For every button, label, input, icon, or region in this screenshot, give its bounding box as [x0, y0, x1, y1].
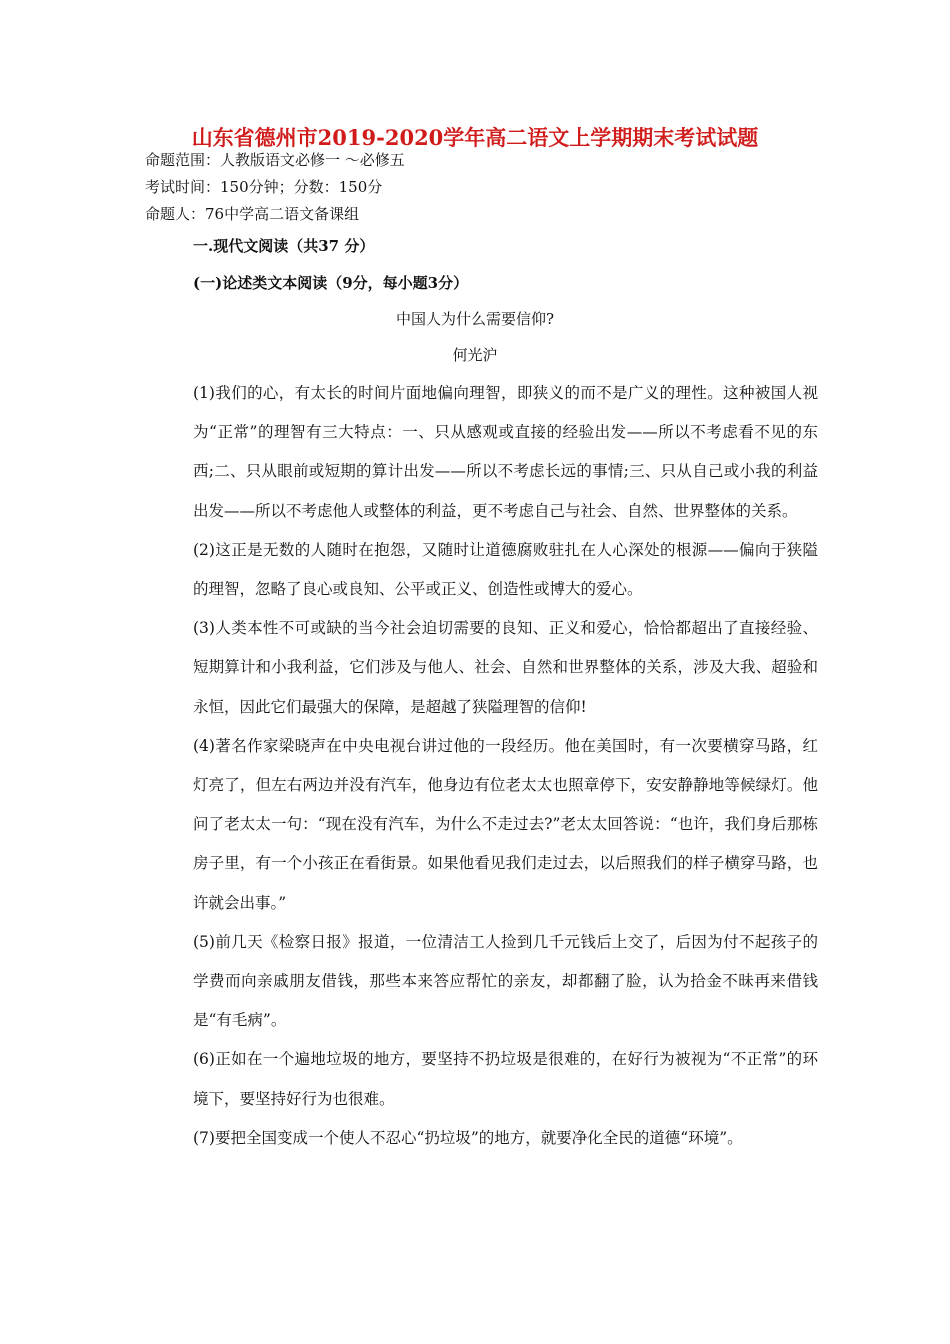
- exam-title: 山东省德州市2019-2020学年高二语文上学期期末考试试题: [191, 125, 759, 150]
- section-heading: 一.现代文阅读（共37 分）: [193, 237, 375, 255]
- article-title: 中国人为什么需要信仰?: [395, 310, 555, 328]
- paragraph-4: (4)著名作家梁晓声在中央电视台讲过他的一段经历。他在美国时，有一次要横穿马路，红灯亮了，但左右两边并没有汽车，他身边有位老太太也照章停下，安安静静地等候绿灯。他问了老太太一句：“现在没有汽车，为什么不走过去?”老太太回答说：“也许，我们身后那栋房子里，有一个小孩正在看街景。如果他看见我们走过去，以后照我们的样子横穿马路，也许就会出事。”: [193, 736, 818, 912]
- exam-time-score: 考试时间：150分钟；分数：150分: [145, 178, 383, 196]
- paragraph-1: (1)我们的心，有太长的时间片面地偏向理智，即狭义的而不是广义的理性。这种被国人视为“正常”的理智有三大特点：一、只从感观或直接的经验出发——所以不考虑看不见的东西;二、只从眼前或短期的算计出发——所以不考虑长远的事情;三、只从自己或小我的利益出发——所以不考虑他人或整体的利益，更不考虑自己与社会、自然、世界整体的关系。: [193, 384, 818, 520]
- paragraph-5: (5)前几天《检察日报》报道，一位清洁工人捡到几千元钱后上交了，后因为付不起孩子的学费而向亲戚朋友借钱，那些本来答应帮忙的亲友，却都翻了脸，认为拾金不昧再来借钱是“有毛病”。: [193, 932, 818, 1030]
- paragraph-2: (2)这正是无数的人随时在抱怨，又随时让道德腐败驻扎在人心深处的根源——偏向于狭隘的理智，忽略了良心或良知、公平或正义、创造性或博大的爱心。: [193, 540, 818, 599]
- paragraph-7: (7)要把全国变成一个使人不忍心“扔垃圾”的地方，就要净化全民的道德“环境”。: [193, 1128, 743, 1147]
- article-author: 何光沪: [452, 346, 498, 364]
- article-body: [193, 374, 818, 1158]
- exam-author: 命题人：76中学高二语文备课组: [145, 205, 360, 223]
- exam-scope: 命题范围：人教版语文必修一 ～必修五: [145, 151, 405, 169]
- subsection-heading: (一)论述类文本阅读（9分，每小题3分）: [193, 274, 469, 292]
- paragraph-3: (3)人类本性不可或缺的当今社会迫切需要的良知、正义和爱心，恰恰都超出了直接经验、短期算计和小我利益，它们涉及与他人、社会、自然和世界整体的关系，涉及大我、超验和永恒，因此它们最强大的保障，是超越了狭隘理智的信仰!: [193, 619, 818, 716]
- paragraph-6: (6)正如在一个遍地垃圾的地方，要坚持不扔垃圾是很难的，在好行为被视为“不正常”的环境下，要坚持好行为也很难。: [193, 1050, 818, 1108]
